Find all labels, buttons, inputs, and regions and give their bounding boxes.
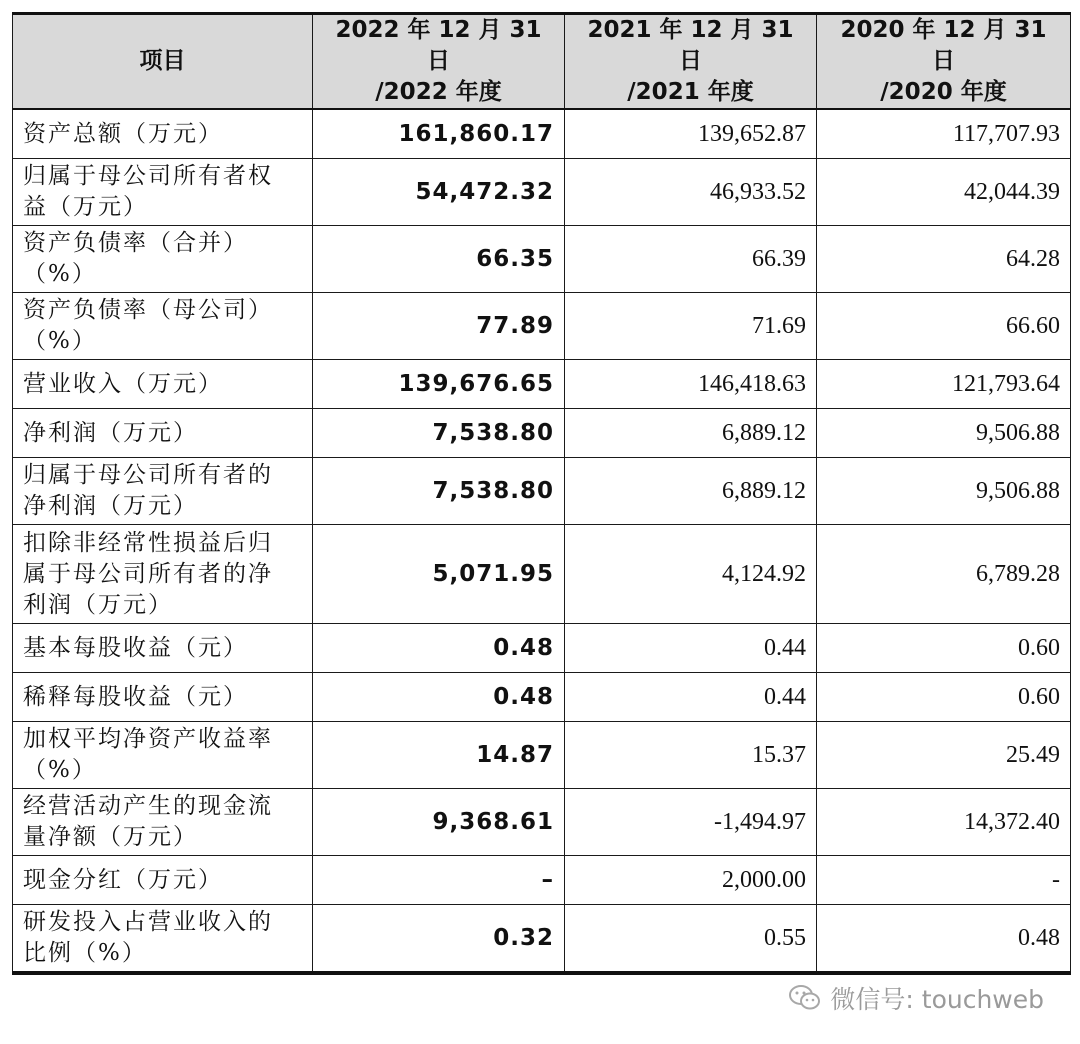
table-row <box>13 673 1071 722</box>
value-cell-2: -1,494.97 <box>565 789 817 856</box>
header-line: 2020 年 12 月 31 日 <box>840 17 1047 74</box>
value-cell-2: 6,889.12 <box>565 458 817 525</box>
row-label-line: 资产负债率（合并） <box>23 230 248 256</box>
row-label <box>13 856 313 905</box>
value-cell-2: 146,418.63 <box>565 360 817 409</box>
row-label-line: 经营活动产生的现金流 <box>23 793 273 819</box>
row-label <box>13 159 313 226</box>
header-line: 项目 <box>139 48 186 74</box>
row-label-line: 加权平均净资产收益率 <box>23 726 273 752</box>
row-label <box>13 409 313 458</box>
value-cell-3: 0.48 <box>817 905 1071 974</box>
row-label-line: （%） <box>23 757 97 783</box>
row-label-line: 扣除非经常性损益后归 <box>23 529 273 556</box>
value-cell-2: 66.39 <box>565 226 817 293</box>
row-label-line: 净利润（万元） <box>23 493 198 519</box>
row-label-line: 益（万元） <box>23 194 148 220</box>
value-cell-1: 161,860.17 <box>313 109 565 159</box>
value-cell-3: - <box>817 856 1071 905</box>
value-cell-2: 0.44 <box>565 673 817 722</box>
watermark <box>788 980 1044 1016</box>
value-cell-3: 66.60 <box>817 293 1071 360</box>
value-cell-3: 0.60 <box>817 673 1071 722</box>
header-period-1 <box>313 14 565 110</box>
row-label <box>13 789 313 856</box>
value-cell-1: 0.48 <box>313 624 565 673</box>
value-cell-3: 9,506.88 <box>817 458 1071 525</box>
row-label-line: 资产负债率（母公司） <box>23 297 273 323</box>
row-label <box>13 360 313 409</box>
value-cell-2: 15.37 <box>565 722 817 789</box>
value-cell-2: 4,124.92 <box>565 525 817 624</box>
table-header <box>13 14 1071 110</box>
value-cell-3: 9,506.88 <box>817 409 1071 458</box>
row-label-line: 研发投入占营业收入的 <box>23 909 273 935</box>
value-cell-1: – <box>313 856 565 905</box>
header-line: /2020 年度 <box>880 79 1007 105</box>
value-cell-1: 0.48 <box>313 673 565 722</box>
table-row <box>13 905 1071 974</box>
row-label-line: 净利润（万元） <box>23 419 198 446</box>
table-row <box>13 159 1071 226</box>
value-cell-1: 66.35 <box>313 226 565 293</box>
value-cell-3: 14,372.40 <box>817 789 1071 856</box>
header-item <box>13 14 313 110</box>
value-cell-3: 6,789.28 <box>817 525 1071 624</box>
value-cell-1: 7,538.80 <box>313 458 565 525</box>
row-label-line: 归属于母公司所有者的 <box>23 462 273 488</box>
row-label <box>13 525 313 624</box>
row-label-line: 比例（%） <box>23 940 147 966</box>
value-cell-2: 6,889.12 <box>565 409 817 458</box>
row-label <box>13 722 313 789</box>
header-period-3 <box>817 14 1071 110</box>
value-cell-3: 117,707.93 <box>817 109 1071 159</box>
header-line: /2021 年度 <box>627 79 754 105</box>
table-row <box>13 109 1071 159</box>
table-row <box>13 789 1071 856</box>
value-cell-1: 7,538.80 <box>313 409 565 458</box>
value-cell-1: 14.87 <box>313 722 565 789</box>
table-row <box>13 226 1071 293</box>
value-cell-2: 0.44 <box>565 624 817 673</box>
financial-summary-table <box>12 12 1071 975</box>
row-label <box>13 293 313 360</box>
value-cell-3: 25.49 <box>817 722 1071 789</box>
table-row <box>13 856 1071 905</box>
value-cell-1: 5,071.95 <box>313 525 565 624</box>
header-period-2 <box>565 14 817 110</box>
header-line: 2021 年 12 月 31 日 <box>587 17 794 74</box>
row-label-line: 归属于母公司所有者权 <box>23 163 273 189</box>
row-label <box>13 624 313 673</box>
value-cell-1: 77.89 <box>313 293 565 360</box>
table-row <box>13 624 1071 673</box>
value-cell-3: 64.28 <box>817 226 1071 293</box>
value-cell-2: 71.69 <box>565 293 817 360</box>
row-label-line: 营业收入（万元） <box>23 370 223 397</box>
row-label-line: 量净额（万元） <box>23 824 198 850</box>
table-body <box>13 109 1071 973</box>
value-cell-3: 121,793.64 <box>817 360 1071 409</box>
row-label-line: 属于母公司所有者的净 <box>23 560 273 587</box>
row-label <box>13 226 313 293</box>
row-label <box>13 673 313 722</box>
value-cell-2: 0.55 <box>565 905 817 974</box>
header-row <box>13 14 1071 110</box>
header-line: /2022 年度 <box>375 79 502 105</box>
value-cell-3: 42,044.39 <box>817 159 1071 226</box>
row-label-line: 稀释每股收益（元） <box>23 683 248 710</box>
table-row <box>13 409 1071 458</box>
row-label-line: 现金分红（万元） <box>23 866 223 893</box>
row-label-line: 利润（万元） <box>23 591 173 618</box>
row-label-line: 资产总额（万元） <box>23 120 223 147</box>
row-label-line: （%） <box>23 328 97 354</box>
row-label-line: （%） <box>23 261 97 287</box>
value-cell-2: 2,000.00 <box>565 856 817 905</box>
value-cell-1: 0.32 <box>313 905 565 974</box>
wechat-icon <box>788 983 822 1013</box>
table-row <box>13 360 1071 409</box>
table-row <box>13 525 1071 624</box>
value-cell-1: 139,676.65 <box>313 360 565 409</box>
row-label-line: 基本每股收益（元） <box>23 634 248 661</box>
value-cell-1: 9,368.61 <box>313 789 565 856</box>
watermark-text: 微信号: touchweb <box>830 985 1044 1014</box>
table-row <box>13 293 1071 360</box>
value-cell-1: 54,472.32 <box>313 159 565 226</box>
table-row <box>13 458 1071 525</box>
row-label <box>13 905 313 974</box>
row-label <box>13 458 313 525</box>
row-label <box>13 109 313 159</box>
table-row <box>13 722 1071 789</box>
header-line: 2022 年 12 月 31 日 <box>335 17 542 74</box>
value-cell-2: 139,652.87 <box>565 109 817 159</box>
value-cell-3: 0.60 <box>817 624 1071 673</box>
value-cell-2: 46,933.52 <box>565 159 817 226</box>
